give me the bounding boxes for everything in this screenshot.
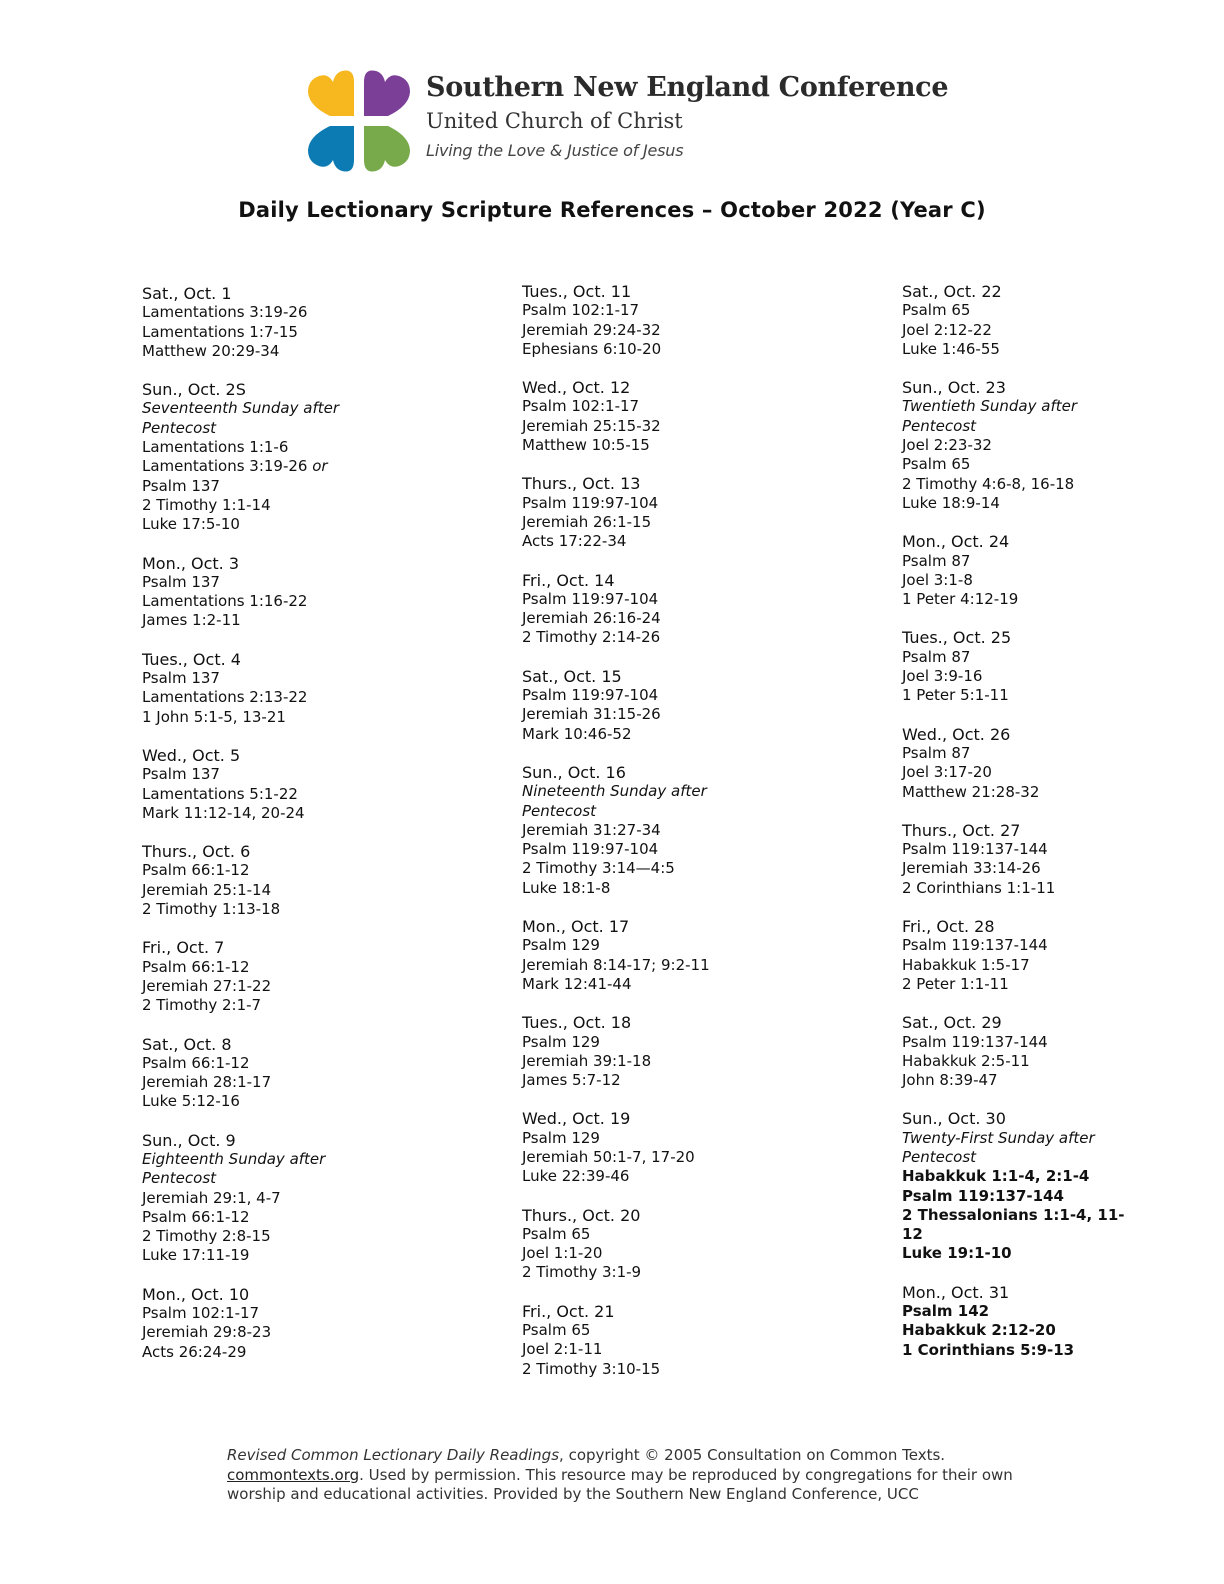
footer-link[interactable]: commontexts.org <box>227 1465 360 1484</box>
scripture-reading: Lamentations 1:1-6 <box>142 438 289 457</box>
lectionary-entry <box>142 1285 462 1362</box>
scripture-reading: Matthew 21:28-32 <box>902 782 1040 801</box>
scripture-reading: Jeremiah 29:1, 4-7 <box>142 1188 281 1207</box>
column-2 <box>522 282 842 1398</box>
entry-occasion: Eighteenth Sunday after Pentecost <box>142 1149 326 1188</box>
lectionary-entry <box>142 650 462 727</box>
scripture-reading: Psalm 119:97-104 <box>522 493 659 512</box>
logo-yellow-heart <box>308 70 354 116</box>
scripture-reading: Psalm 137 <box>142 572 220 591</box>
lectionary-entry <box>902 1013 1222 1090</box>
scripture-reading: Jeremiah 26:16-24 <box>522 609 661 628</box>
scripture-reading: 2 Thessalonians 1:1-4, 11-12 <box>902 1205 1125 1244</box>
scripture-reading: Psalm 119:137-144 <box>902 1032 1048 1051</box>
document-title: Daily Lectionary Scripture References – October 2022 (Year C) <box>238 198 986 222</box>
scripture-reading: Psalm 66:1-12 <box>142 1053 250 1072</box>
scripture-reading: Mark 11:12-14, 20-24 <box>142 803 305 822</box>
entry-date: Sun., Oct. 2S <box>142 380 246 400</box>
scripture-reading: Psalm 137 <box>142 765 220 784</box>
scripture-reading: Psalm 87 <box>902 647 971 666</box>
entry-date: Sat., Oct. 29 <box>902 1013 1002 1033</box>
scripture-reading: Psalm 102:1-17 <box>142 1304 260 1323</box>
scripture-reading: Lamentations 1:16-22 <box>142 592 308 611</box>
entry-date: Fri., Oct. 7 <box>142 938 225 958</box>
entry-date: Sun., Oct. 30 <box>902 1109 1006 1129</box>
scripture-reading: Lamentations 2:13-22 <box>142 688 308 707</box>
scripture-reading: Joel 3:9-16 <box>902 667 983 686</box>
lectionary-entry <box>902 532 1222 609</box>
scripture-reading: Jeremiah 39:1-18 <box>522 1051 652 1070</box>
logo-green-heart <box>364 126 410 172</box>
lectionary-entry <box>522 763 842 898</box>
entry-date: Sat., Oct. 8 <box>142 1034 232 1054</box>
scripture-reading: Luke 18:9-14 <box>902 493 1000 512</box>
scripture-reading: Luke 18:1-8 <box>522 878 611 897</box>
scripture-reading: Jeremiah 31:27-34 <box>522 820 661 839</box>
entry-date: Wed., Oct. 26 <box>902 724 1011 744</box>
scripture-reading: Jeremiah 27:1-22 <box>142 976 272 995</box>
org-name: Southern New England Conference <box>426 72 949 103</box>
scripture-reading: Joel 2:12-22 <box>902 320 992 339</box>
lectionary-entry <box>902 1283 1222 1360</box>
scripture-reading: Psalm 119:137-144 <box>902 936 1048 955</box>
scripture-reading: Jeremiah 28:1-17 <box>142 1073 272 1092</box>
lectionary-entry <box>902 282 1222 359</box>
entry-occasion: Nineteenth Sunday after Pentecost <box>522 782 707 820</box>
scripture-reading: Psalm 129 <box>522 1128 600 1147</box>
entry-date: Sat., Oct. 22 <box>902 282 1002 301</box>
entry-date: Mon., Oct. 17 <box>522 917 630 937</box>
scripture-reading: Jeremiah 50:1-7, 17-20 <box>522 1147 695 1166</box>
scripture-reading: Psalm 102:1-17 <box>522 301 640 320</box>
lectionary-entry <box>902 1109 1222 1263</box>
scripture-reading: 2 Corinthians 1:1-11 <box>902 878 1056 897</box>
scripture-reading: Psalm 65 <box>522 1321 591 1340</box>
scripture-reading: Matthew 10:5-15 <box>522 436 650 455</box>
entry-date: Sat., Oct. 15 <box>522 666 622 686</box>
footer-copyright: , copyright © 2005 Consultation on Common Texts. <box>559 1446 946 1464</box>
entry-date: Tues., Oct. 4 <box>142 649 241 669</box>
entry-date: Sun., Oct. 16 <box>522 762 626 782</box>
scripture-reading: Luke 5:12-16 <box>142 1092 240 1111</box>
scripture-reading: James 1:2-11 <box>142 611 241 630</box>
header <box>306 68 949 178</box>
org-subtitle: United Church of Christ <box>426 109 683 133</box>
scripture-reading: Luke 17:5-10 <box>142 515 240 534</box>
scripture-reading: Luke 17:11-19 <box>142 1246 250 1265</box>
lectionary-entry <box>142 1035 462 1112</box>
scripture-reading: Psalm 119:97-104 <box>522 840 659 859</box>
scripture-reading: 2 Timothy 3:10-15 <box>522 1359 661 1378</box>
scripture-reading: Psalm 119:137-144 <box>902 1186 1064 1205</box>
scripture-reading: Habakkuk 2:12-20 <box>902 1321 1056 1340</box>
scripture-reading: Lamentations 5:1-22 <box>142 784 298 803</box>
scripture-reading: Joel 3:1-8 <box>902 570 973 589</box>
scripture-reading: 1 Corinthians 5:9-13 <box>902 1340 1075 1359</box>
entry-date: Thurs., Oct. 13 <box>522 474 641 494</box>
lectionary-entry <box>142 554 462 631</box>
scripture-reading: 1 Peter 5:1-11 <box>902 686 1009 705</box>
entry-date: Fri., Oct. 21 <box>522 1301 615 1321</box>
scripture-reading: Psalm 65 <box>902 455 971 474</box>
scripture-reading: Jeremiah 25:1-14 <box>142 880 272 899</box>
scripture-reading: Psalm 66:1-12 <box>142 957 250 976</box>
lectionary-entry <box>902 821 1222 898</box>
entry-date: Sat., Oct. 1 <box>142 284 232 303</box>
entry-occasion: Seventeenth Sunday after Pentecost <box>142 399 340 437</box>
scripture-reading: Jeremiah 33:14-26 <box>902 859 1041 878</box>
scripture-reading: Mark 10:46-52 <box>522 724 632 743</box>
scripture-reading: Psalm 87 <box>902 551 971 570</box>
scripture-reading: 2 Timothy 2:14-26 <box>522 628 661 647</box>
scripture-reading: Luke 22:39-46 <box>522 1167 630 1186</box>
scripture-reading: Acts 26:24-29 <box>142 1342 247 1361</box>
scripture-reading: Joel 1:1-20 <box>522 1244 603 1263</box>
scripture-reading: Acts 17:22-34 <box>522 532 627 551</box>
lectionary-entry <box>902 725 1222 802</box>
scripture-reading: Psalm 65 <box>522 1224 591 1243</box>
lectionary-entry <box>522 474 842 551</box>
lectionary-entry <box>522 1206 842 1283</box>
scripture-reading: Psalm 119:97-104 <box>522 589 659 608</box>
lectionary-entry <box>142 284 462 361</box>
entry-occasion: Twenty-First Sunday after Pentecost <box>902 1128 1095 1166</box>
entry-date: Thurs., Oct. 20 <box>522 1205 641 1225</box>
scripture-reading: Psalm 66:1-12 <box>142 861 250 880</box>
lectionary-entry <box>522 282 842 359</box>
lectionary-entry <box>522 667 842 744</box>
entry-date: Mon., Oct. 10 <box>142 1284 250 1304</box>
scripture-reading: 1 John 5:1-5, 13-21 <box>142 707 286 726</box>
scripture-reading: Lamentations 3:19-26 <box>142 303 308 322</box>
scripture-reading: Mark 12:41-44 <box>522 974 632 993</box>
scripture-reading: Habakkuk 2:5-11 <box>902 1051 1030 1070</box>
scripture-reading: Luke 19:1-10 <box>902 1244 1012 1263</box>
scripture-reading: 1 Peter 4:12-19 <box>902 590 1019 609</box>
lectionary-entry <box>522 1013 842 1090</box>
scripture-reading: Habakkuk 1:1-4, 2:1-4 <box>902 1167 1090 1186</box>
scripture-reading: Psalm 119:137-144 <box>902 840 1048 859</box>
lectionary-entry <box>522 571 842 648</box>
scripture-reading: Joel 2:23-32 <box>902 436 992 455</box>
lectionary-entry <box>902 917 1222 994</box>
scripture-reading: Jeremiah 31:15-26 <box>522 705 661 724</box>
lectionary-entry <box>522 1109 842 1186</box>
scripture-reading: Psalm 66:1-12 <box>142 1207 250 1226</box>
entry-date: Mon., Oct. 31 <box>902 1282 1010 1302</box>
entry-date: Fri., Oct. 14 <box>522 570 615 590</box>
footer-source: Revised Common Lectionary Daily Readings <box>227 1446 560 1464</box>
logo-purple-heart <box>364 70 410 116</box>
lectionary-entry <box>902 628 1222 705</box>
scripture-reading: Ephesians 6:10-20 <box>522 339 662 358</box>
lectionary-entry <box>522 378 842 455</box>
scripture-reading: 2 Timothy 1:1-14 <box>142 495 271 514</box>
scripture-reading: Psalm 102:1-17 <box>522 397 640 416</box>
lectionary-entry <box>142 938 462 1015</box>
logo-blue-heart <box>308 126 354 172</box>
scripture-reading: Lamentations 1:7-15 <box>142 322 298 341</box>
scripture-reading: 2 Timothy 4:6-8, 16-18 <box>902 474 1075 493</box>
scripture-reading: Jeremiah 29:24-32 <box>522 320 661 339</box>
entry-date: Wed., Oct. 19 <box>522 1109 631 1129</box>
entry-occasion: Twentieth Sunday after Pentecost <box>902 397 1078 435</box>
entry-date: Thurs., Oct. 27 <box>902 820 1021 840</box>
entry-date: Thurs., Oct. 6 <box>142 842 251 862</box>
scripture-reading: Psalm 65 <box>902 301 971 320</box>
scripture-reading: Psalm 119:97-104 <box>522 686 659 705</box>
lectionary-entry <box>522 917 842 994</box>
lectionary-entry <box>142 746 462 823</box>
scripture-reading: Habakkuk 1:5-17 <box>902 955 1030 974</box>
lectionary-entry <box>902 378 1222 513</box>
scripture-reading: Psalm 137 <box>142 669 220 688</box>
scripture-reading: Psalm 129 <box>522 1032 600 1051</box>
scripture-reading: 2 Timothy 3:14—4:5 <box>522 859 675 878</box>
scripture-reading: Joel 2:1-11 <box>522 1340 603 1359</box>
scripture-reading: Psalm 129 <box>522 936 600 955</box>
entry-date: Mon., Oct. 3 <box>142 553 240 573</box>
scripture-reading: Jeremiah 29:8-23 <box>142 1323 272 1342</box>
footer-permission: . Used by permission. This resource may be reproduced by congregations for their own worship and educational activities. Provided by the Southern New England Conference, UCC <box>227 1465 1013 1503</box>
scripture-reading: Jeremiah 26:1-15 <box>522 512 652 531</box>
entry-date: Tues., Oct. 25 <box>902 628 1012 648</box>
column-1 <box>142 284 462 1381</box>
scripture-reading: 2 Timothy 1:13-18 <box>142 900 281 919</box>
scripture-reading: Luke 1:46-55 <box>902 339 1000 358</box>
scripture-reading: 2 Peter 1:1-11 <box>902 974 1009 993</box>
scripture-reading: Joel 3:17-20 <box>902 763 992 782</box>
entry-date: Sun., Oct. 23 <box>902 378 1006 398</box>
lectionary-entry <box>142 380 462 534</box>
lectionary-entry <box>142 1131 462 1266</box>
entry-date: Tues., Oct. 11 <box>522 282 632 301</box>
entry-date: Sun., Oct. 9 <box>142 1130 236 1150</box>
entry-date: Mon., Oct. 24 <box>902 532 1010 552</box>
lectionary-entry <box>142 842 462 919</box>
scripture-reading: Psalm 137 <box>142 476 220 495</box>
scripture-reading: 2 Timothy 2:1-7 <box>142 996 262 1015</box>
scripture-reading: John 8:39-47 <box>902 1071 998 1090</box>
scripture-reading: Jeremiah 25:15-32 <box>522 416 661 435</box>
column-3 <box>902 282 1222 1379</box>
scripture-reading: Jeremiah 8:14-17; 9:2-11 <box>522 955 710 974</box>
org-tagline: Living the Love & Justice of Jesus <box>426 141 684 160</box>
scripture-reading: Lamentations 3:19-26 or <box>142 457 328 476</box>
entry-date: Fri., Oct. 28 <box>902 917 995 937</box>
ucc-heart-cross-logo-icon <box>306 68 412 174</box>
scripture-reading: Psalm 87 <box>902 743 971 762</box>
scripture-reading: 2 Timothy 3:1-9 <box>522 1263 642 1282</box>
entry-date: Wed., Oct. 5 <box>142 745 241 765</box>
footer <box>227 1446 1047 1505</box>
entry-date: Wed., Oct. 12 <box>522 378 631 398</box>
org-block <box>426 72 948 160</box>
lectionary-entry <box>522 1302 842 1379</box>
scripture-reading: Psalm 142 <box>902 1302 990 1321</box>
scripture-reading: 2 Timothy 2:8-15 <box>142 1227 271 1246</box>
scripture-reading: James 5:7-12 <box>522 1071 621 1090</box>
entry-date: Tues., Oct. 18 <box>522 1013 632 1033</box>
scripture-reading: Matthew 20:29-34 <box>142 341 280 360</box>
